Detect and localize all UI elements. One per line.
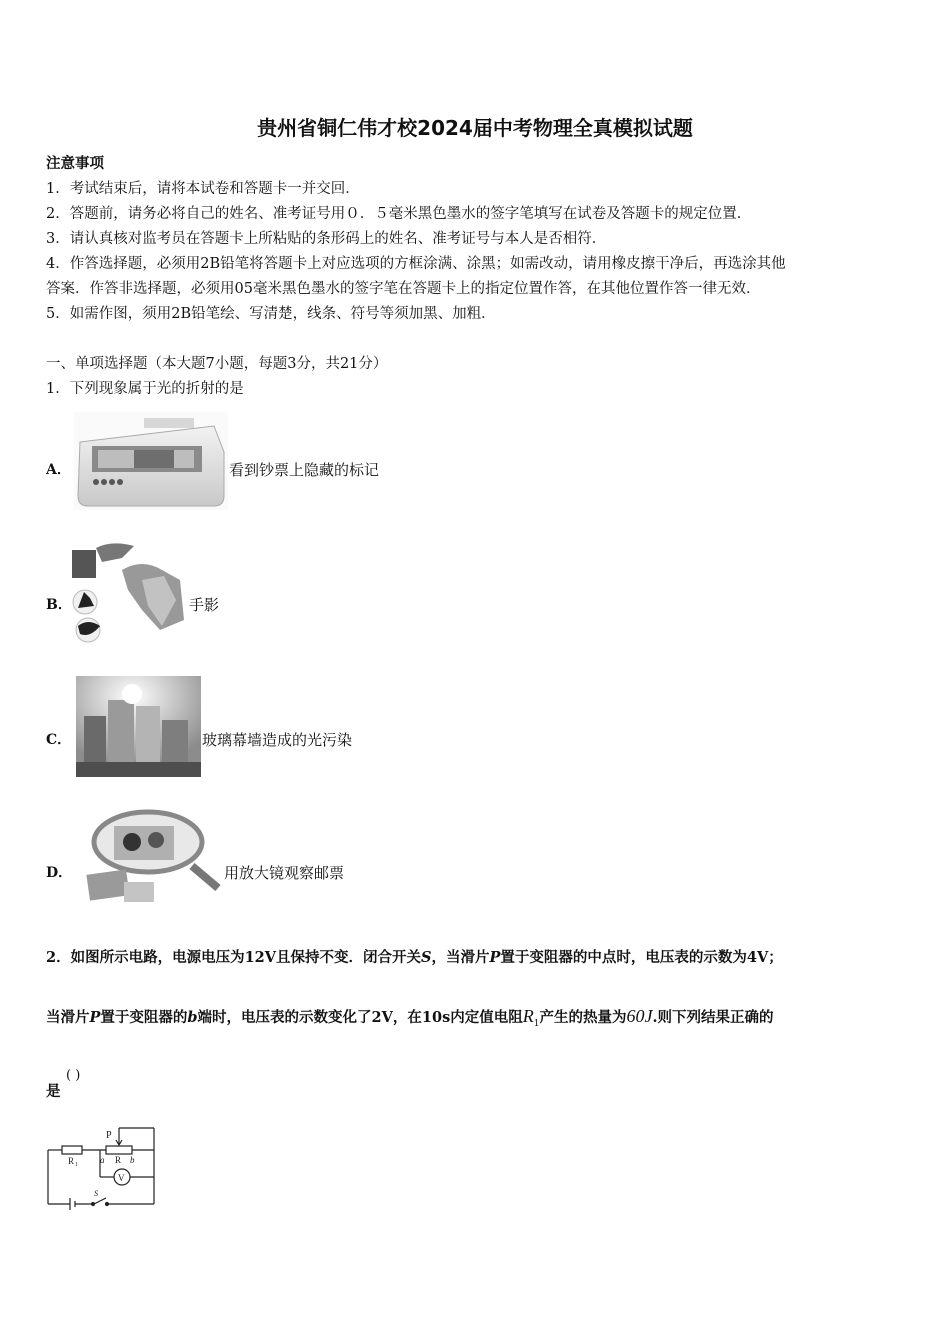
notice-item: 答案．作答非选择题，必须用05毫米黑色墨水的签字笔在答题卡上的指定位置作答，在其他位置作答一律无效． (46, 281, 761, 297)
option-b-text: 手影 (189, 596, 220, 614)
notice-item: 3．请认真核对监考员在答题卡上所粘贴的条形码上的姓名、准考证号与本人是否相符． (46, 231, 607, 247)
currency-detector-image (74, 412, 228, 510)
notice-item: 2．答题前，请务必将自己的姓名、准考证号用０．５毫米黑色墨水的签字笔填写在试卷及答题卡的规定位置． (46, 206, 752, 222)
circuit-label-p: P (106, 1130, 112, 1141)
option-a-label: A． (46, 462, 71, 478)
notice-item: 5．如需作图，须用2B铅笔绘、写清楚，线条、符号等须加黑、加粗． (46, 306, 496, 322)
section-heading: 一、单项选择题（本大题7小题，每题3分，共21分） (46, 356, 388, 372)
page-title: 贵州省铜仁伟才校2024届中考物理全真模拟试题 (257, 116, 693, 140)
option-c-label: C． (46, 732, 72, 748)
notice-item: 1．考试结束后，请将本试卷和答题卡一并交回． (46, 181, 360, 197)
option-a-text: 看到钞票上隐藏的标记 (229, 461, 380, 479)
circuit-label-v: V (118, 1173, 125, 1183)
option-d-text: 用放大镜观察邮票 (224, 864, 345, 882)
notice-heading: 注意事项 (46, 155, 104, 172)
answer-parentheses: ( ) (66, 1068, 81, 1083)
option-d-label: D． (46, 865, 73, 881)
circuit-label-r1: R (68, 1156, 75, 1166)
circuit-label-b: b (130, 1155, 135, 1165)
question-2-line-2: 当滑片P置于变阻器的b端时，电压表的示数变化了2V，在10s内定值电阻$R_1$产生的热量为60J.则下列结果正确的 (46, 1006, 774, 1029)
option-b-label: B． (46, 597, 72, 613)
glass-curtain-wall-image (76, 676, 201, 777)
question-1-stem: 1．下列现象属于光的折射的是 (46, 381, 244, 397)
circuit-label-r: R (115, 1155, 122, 1165)
circuit-diagram (44, 1124, 160, 1210)
notice-item: 4．作答选择题，必须用2B铅笔将答题卡上对应选项的方框涂满、涂黑；如需改动，请用橡皮擦干净后，再选涂其他 (46, 256, 786, 272)
hand-shadow-image (72, 540, 188, 644)
question-2-line-3: 是 (46, 1083, 61, 1100)
question-2-line-1: 2．如图所示电路，电源电压为12V且保持不变．闭合开关S，当滑片P置于变阻器的中点时，电压表的示数为4V； (46, 949, 783, 966)
option-c-text: 玻璃幕墙造成的光污染 (202, 731, 353, 749)
circuit-label-r1-sub: 1 (75, 1162, 78, 1168)
magnifier-stamp-image (84, 808, 224, 912)
circuit-label-a: a (100, 1155, 105, 1165)
circuit-label-s: S (94, 1189, 98, 1198)
